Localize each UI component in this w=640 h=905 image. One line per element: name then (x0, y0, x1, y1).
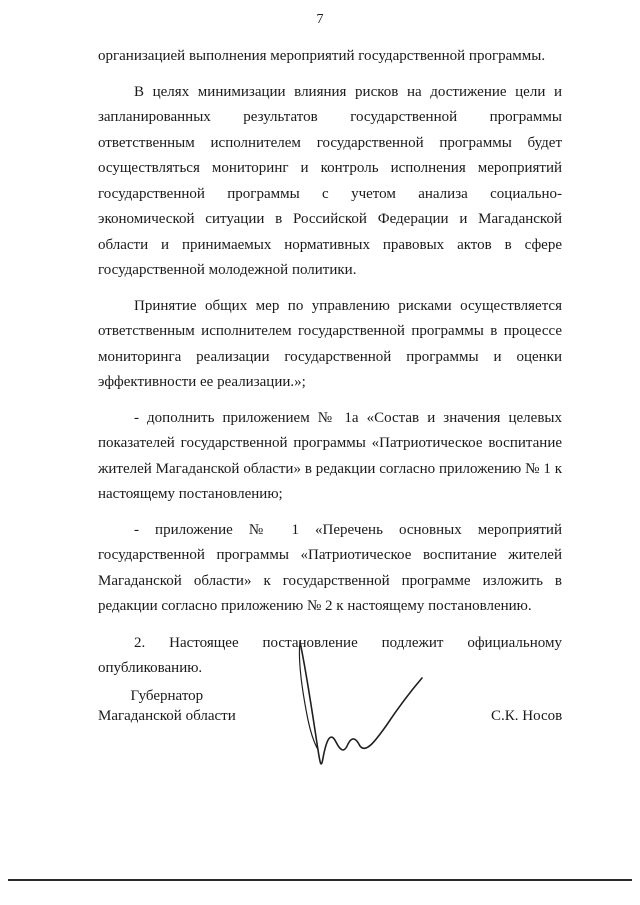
signatory-title-line1: Губернатор (130, 688, 204, 704)
handwritten-signature (290, 630, 440, 780)
signatory-title-line2: Магаданской области (98, 708, 236, 724)
footer-rule (8, 879, 632, 881)
page-number: 7 (316, 12, 324, 27)
document-body (98, 44, 562, 682)
paragraph-continuation: организацией выполнения мероприятий государственной программы. (98, 48, 546, 64)
paragraph-risk-management: Принятие общих мер по управлению рисками осуществляется ответственным исполнителем государственной программы в процессе мониторинга реализации государственной программы и оценки эффективности ее реализации.»; (98, 297, 562, 390)
signatory-title (98, 686, 236, 726)
signatory-name: С.К. Носов (491, 708, 563, 724)
paragraph-appendix-1: - приложение № 1 «Перечень основных мероприятий государственной программы «Патриотическое воспитание жителей Магаданской области» к государственной программе изложить в редакции согласно приложению № 2 к настоящему постановлению. (98, 521, 562, 614)
paragraph-publication: 2. Настоящее постановление подлежит официальному опубликованию. (98, 634, 562, 676)
paragraph-appendix-1a: - дополнить приложением № 1а «Состав и значения целевых показателей государственной программы «Патриотическое воспитание жителей Магаданской области» в редакции согласно приложению № 1 к настоящему постановлению; (98, 409, 562, 502)
paragraph-risk-minimization: В целях минимизации влияния рисков на достижение цели и запланированных результатов государственной программы ответственным исполнителем государственной программы будет осуществляться мониторинг и контроль исполнения мероприятий государственной программы с учетом анализа социально-экономической ситуации в Российской Федерации и Магаданской области и принимаемых нормативных правовых актов в сфере государственной молодежной политики. (98, 83, 562, 278)
